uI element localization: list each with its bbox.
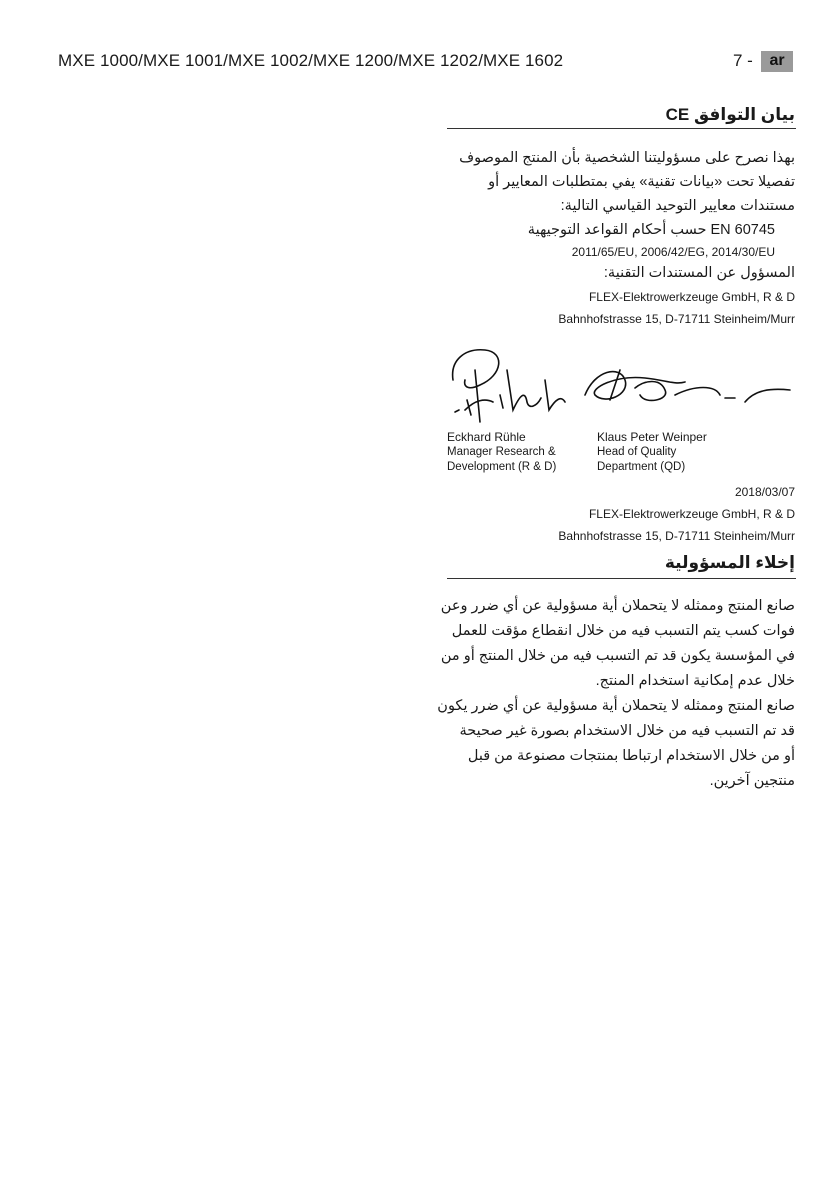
signer-name: Klaus Peter Weinper bbox=[597, 430, 707, 444]
disclaimer-line: صانع المنتج وممثله لا يتحملان أية مسؤولية عن أي ضرر وعن bbox=[440, 598, 795, 614]
ce-standard: EN 60745 حسب أحكام القواعد التوجيهية bbox=[527, 222, 775, 238]
disclaimer-line: منتجين آخرين. bbox=[709, 773, 795, 789]
disclaimer-line: صانع المنتج وممثله لا يتحملان أية مسؤولية عن أي ضرر يكون bbox=[437, 698, 795, 714]
ce-line: مستندات معايير التوحيد القياسي التالية: bbox=[560, 198, 795, 214]
ce-directives: 2011/65/EU, 2006/42/EG, 2014/30/EU bbox=[571, 245, 775, 259]
disclaimer-title: إخلاء المسؤولية bbox=[664, 553, 795, 572]
ce-company-footer: FLEX-Elektrowerkzeuge GmbH, R & D bbox=[588, 507, 795, 521]
disclaimer-line: فوات كسب يتم التسبب فيه من خلال انقطاع مؤقت للعمل bbox=[451, 623, 795, 639]
divider bbox=[447, 578, 796, 579]
ce-address: Bahnhofstrasse 15, D-71711 Steinheim/Murr bbox=[558, 312, 795, 326]
disclaimer-line: قد تم التسبب فيه من خلال الاستخدام بصورة غير صحيحة bbox=[459, 723, 795, 739]
ce-address-footer: Bahnhofstrasse 15, D-71711 Steinheim/Murr bbox=[558, 529, 795, 543]
signatures-image bbox=[445, 340, 795, 425]
ce-line: المسؤول عن المستندات التقنية: bbox=[603, 265, 795, 281]
disclaimer-line: في المؤسسة يكون قد تم التسبب فيه من خلال المنتج أو من bbox=[440, 648, 795, 664]
header-models: MXE 1000/MXE 1001/MXE 1002/MXE 1200/MXE 1202/MXE 1602 bbox=[58, 51, 564, 70]
signer-name: Eckhard Rühle bbox=[447, 430, 526, 444]
signer-role: Development (R & D) bbox=[447, 461, 557, 473]
signer-role: Manager Research & bbox=[447, 446, 556, 458]
page-number: 7 - bbox=[733, 51, 753, 70]
divider bbox=[447, 128, 796, 129]
ce-company: FLEX-Elektrowerkzeuge GmbH, R & D bbox=[588, 290, 795, 304]
signer-role: Head of Quality bbox=[597, 446, 677, 458]
ce-date: 2018/03/07 bbox=[734, 485, 795, 499]
disclaimer-line: أو من خلال الاستخدام ارتباطا بمنتجات مصنوعة من قبل bbox=[467, 748, 795, 764]
ce-line: بهذا نصرح على مسؤوليتنا الشخصية بأن المنتج الموصوف bbox=[459, 150, 795, 166]
ce-line: تفصيلا تحت «بيانات تقنية» يفي بمتطلبات المعايير أو bbox=[488, 174, 795, 190]
signer-role: Department (QD) bbox=[597, 461, 686, 473]
disclaimer-line: خلال عدم إمكانية استخدام المنتج. bbox=[595, 673, 795, 689]
ce-title: بيان التوافق CE bbox=[665, 105, 795, 124]
language-badge: ar bbox=[761, 51, 793, 72]
